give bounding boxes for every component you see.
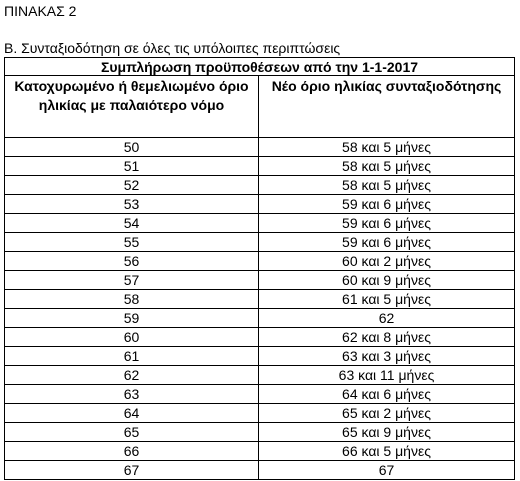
table-row <box>5 404 515 423</box>
old-age-limit-cell: 64 <box>5 404 259 423</box>
new-age-limit-cell: 65 και 2 μήνες <box>259 404 515 423</box>
table-row <box>5 214 515 233</box>
new-age-limit-cell: 62 και 8 μήνες <box>259 328 515 347</box>
new-age-limit-cell: 60 και 9 μήνες <box>259 271 515 290</box>
column-header-old-age-limit: Κατοχυρωμένο ή θεμελιωμένο όριο ηλικίας με παλαιότερο νόμο <box>5 76 259 138</box>
old-age-limit-cell: 62 <box>5 366 259 385</box>
old-age-limit-cell: 63 <box>5 385 259 404</box>
table-row <box>5 309 515 328</box>
old-age-limit-cell: 55 <box>5 233 259 252</box>
new-age-limit-cell: 62 <box>259 309 515 328</box>
table-caption: Συμπλήρωση προϋποθέσεων από την 1-1-2017 <box>5 58 515 76</box>
new-age-limit-cell: 66 και 5 μήνες <box>259 442 515 461</box>
new-age-limit-cell: 61 και 5 μήνες <box>259 290 515 309</box>
document-title: ΠΙΝΑΚΑΣ 2 <box>4 3 77 19</box>
new-age-limit-cell: 58 και 5 μήνες <box>259 138 515 157</box>
new-age-limit-cell: 67 <box>259 461 515 480</box>
column-header-new-age-limit: Νέο όριο ηλικίας συνταξιοδότησης <box>259 76 515 138</box>
table-row <box>5 176 515 195</box>
old-age-limit-cell: 67 <box>5 461 259 480</box>
new-age-limit-cell: 64 και 6 μήνες <box>259 385 515 404</box>
old-age-limit-cell: 65 <box>5 423 259 442</box>
old-age-limit-cell: 52 <box>5 176 259 195</box>
new-age-limit-cell: 63 και 11 μήνες <box>259 366 515 385</box>
new-age-limit-cell: 63 και 3 μήνες <box>259 347 515 366</box>
table-row <box>5 385 515 404</box>
table-row <box>5 157 515 176</box>
old-age-limit-cell: 57 <box>5 271 259 290</box>
table-row <box>5 442 515 461</box>
old-age-limit-cell: 50 <box>5 138 259 157</box>
old-age-limit-cell: 53 <box>5 195 259 214</box>
new-age-limit-cell: 60 και 2 μήνες <box>259 252 515 271</box>
table-row <box>5 290 515 309</box>
old-age-limit-cell: 56 <box>5 252 259 271</box>
table-row <box>5 328 515 347</box>
new-age-limit-cell: 59 και 6 μήνες <box>259 195 515 214</box>
section-heading: Β. Συνταξιοδότηση σε όλες τις υπόλοιπες περιπτώσεις <box>4 40 341 56</box>
table-row <box>5 252 515 271</box>
new-age-limit-cell: 58 και 5 μήνες <box>259 176 515 195</box>
old-age-limit-cell: 66 <box>5 442 259 461</box>
old-age-limit-cell: 51 <box>5 157 259 176</box>
old-age-limit-cell: 59 <box>5 309 259 328</box>
old-age-limit-cell: 58 <box>5 290 259 309</box>
new-age-limit-cell: 59 και 6 μήνες <box>259 214 515 233</box>
table-row <box>5 195 515 214</box>
table-row <box>5 271 515 290</box>
new-age-limit-cell: 59 και 6 μήνες <box>259 233 515 252</box>
old-age-limit-cell: 54 <box>5 214 259 233</box>
old-age-limit-cell: 60 <box>5 328 259 347</box>
table-row <box>5 461 515 480</box>
new-age-limit-cell: 65 και 9 μήνες <box>259 423 515 442</box>
table-row <box>5 366 515 385</box>
table-row <box>5 423 515 442</box>
table-row <box>5 233 515 252</box>
table-row <box>5 347 515 366</box>
table-row <box>5 138 515 157</box>
retirement-age-table <box>4 57 515 480</box>
old-age-limit-cell: 61 <box>5 347 259 366</box>
table-body <box>5 138 515 480</box>
new-age-limit-cell: 58 και 5 μήνες <box>259 157 515 176</box>
